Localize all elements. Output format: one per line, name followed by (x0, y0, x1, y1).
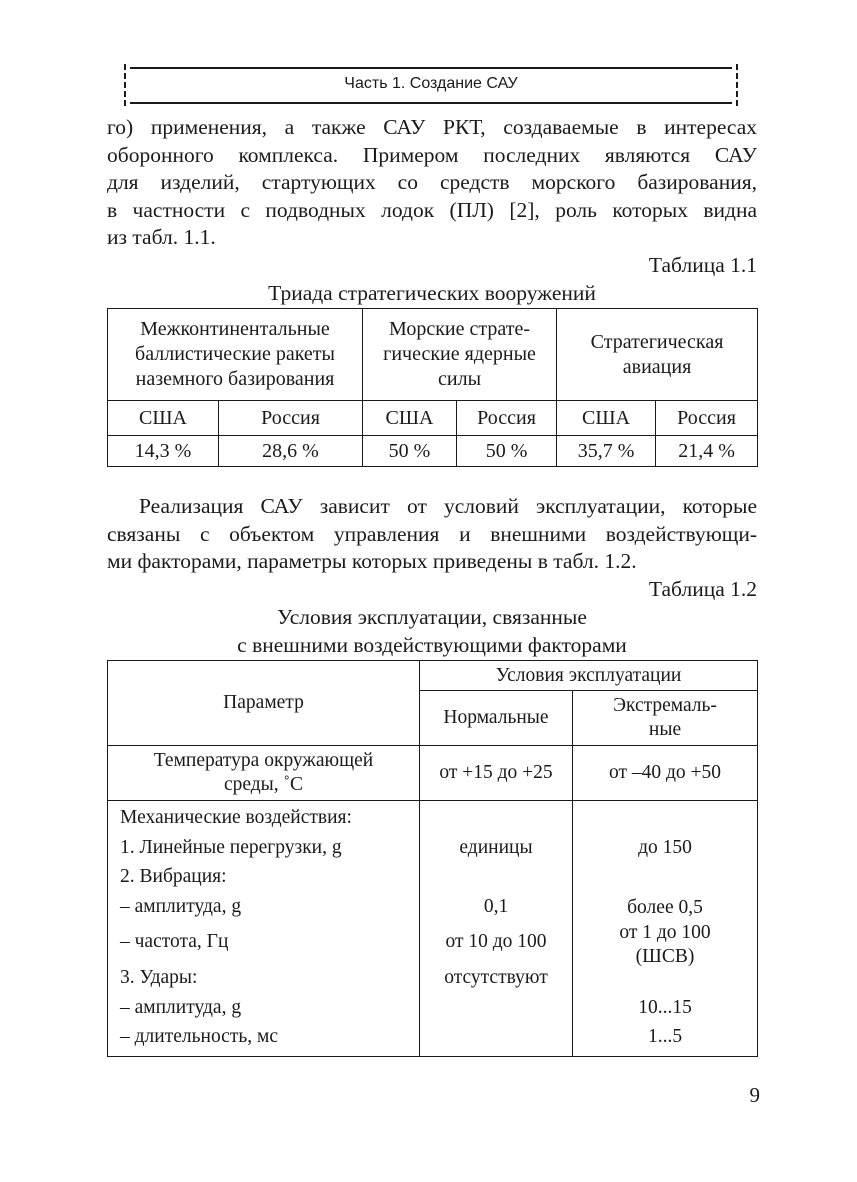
intro-line: в частности с подводных лодок (ПЛ) [2], роль которых видна (107, 197, 757, 222)
table2-caption: Условия эксплуатации, связанные с внешними воздействующими факторами (237, 605, 627, 657)
table1-group-icbm: Межконтинентальные баллистические ракеты наземного базирования (108, 309, 363, 401)
intro-line: из табл. 1.1. (107, 225, 216, 249)
intro-line: оборонного комплекса. Примером последних являются САУ (107, 142, 757, 167)
table2-mech-normal: единицы 0,1 от 10 до 100 отсутствуют (420, 801, 573, 1057)
mech-param: Механические воздействия: (120, 807, 352, 828)
mech-param: 3. Удары: (120, 967, 198, 988)
intro-line: го) применения, а также САУ РКТ, создаваемые в интересах (107, 115, 757, 139)
table2-extreme-header: Экстремаль- ные (573, 691, 758, 746)
table2-mech-extreme: до 150 более 0,5 от 1 до 100 (ШСВ) 10...15 1...5 (573, 801, 758, 1057)
table2-conditions-header: Условия эксплуатации (420, 661, 758, 691)
table2 (107, 660, 757, 1057)
table2-temp-normal: от +15 до +25 (420, 746, 573, 801)
header-bottom-rule (130, 102, 732, 104)
middle-line: связаны с объектом управления и внешними воздействующи- (107, 521, 757, 546)
table1-value: 21,4 % (656, 436, 758, 467)
table2-mech-params (108, 801, 420, 1057)
table2-temp-extreme: от –40 до +50 (573, 746, 758, 801)
table1-value: 35,7 % (557, 436, 656, 467)
intro-line: для изделий, стартующих со средств морского базирования, (107, 170, 757, 194)
middle-line: ми факторами, параметры которых приведены в табл. 1.2. (107, 549, 637, 573)
mech-param: – амплитуда, g (120, 895, 242, 917)
header-top-rule (130, 67, 732, 69)
table1-label: Таблица 1.1 (648, 253, 757, 277)
mech-param: – амплитуда, g (120, 996, 242, 1018)
header-title: Часть 1. Создание САУ (344, 75, 518, 92)
table1-subheader: Россия (219, 401, 363, 436)
table1-value: 50 % (363, 436, 457, 467)
table1-caption: Триада стратегических вооружений (268, 281, 596, 305)
intro-paragraph (107, 114, 757, 252)
mech-param: – длительность, мс (120, 1026, 278, 1047)
table1-subheader: Россия (656, 401, 758, 436)
page-number: 9 (749, 1083, 760, 1107)
middle-line: Реализация САУ зависит от условий эксплуатации, которые (139, 494, 757, 518)
table1-value: 14,3 % (108, 436, 219, 467)
table2-normal-header: Нормальные (420, 691, 573, 746)
table1-group-naval: Морские страте- гические ядерные силы (363, 309, 557, 401)
table2-param-header: Параметр (108, 661, 420, 746)
table2-label: Таблица 1.2 (648, 577, 757, 601)
mech-param: – частота, Гц (120, 931, 229, 952)
middle-paragraph (107, 493, 757, 576)
table1-value: 50 % (457, 436, 557, 467)
mech-param: 2. Вибрация: (120, 866, 227, 887)
table1-group-aviation: Стратегическая авиация (557, 309, 758, 401)
table1-value: 28,6 % (219, 436, 363, 467)
table1-subheader: Россия (457, 401, 557, 436)
table1-subheader: США (557, 401, 656, 436)
mech-param: 1. Линейные перегрузки, g (120, 836, 342, 858)
table1-subheader: США (363, 401, 457, 436)
running-header (124, 64, 738, 106)
table1 (107, 308, 757, 467)
table2-temp-param: Температура окружающей среды, ˚С (108, 746, 420, 801)
table1-subheader: США (108, 401, 219, 436)
